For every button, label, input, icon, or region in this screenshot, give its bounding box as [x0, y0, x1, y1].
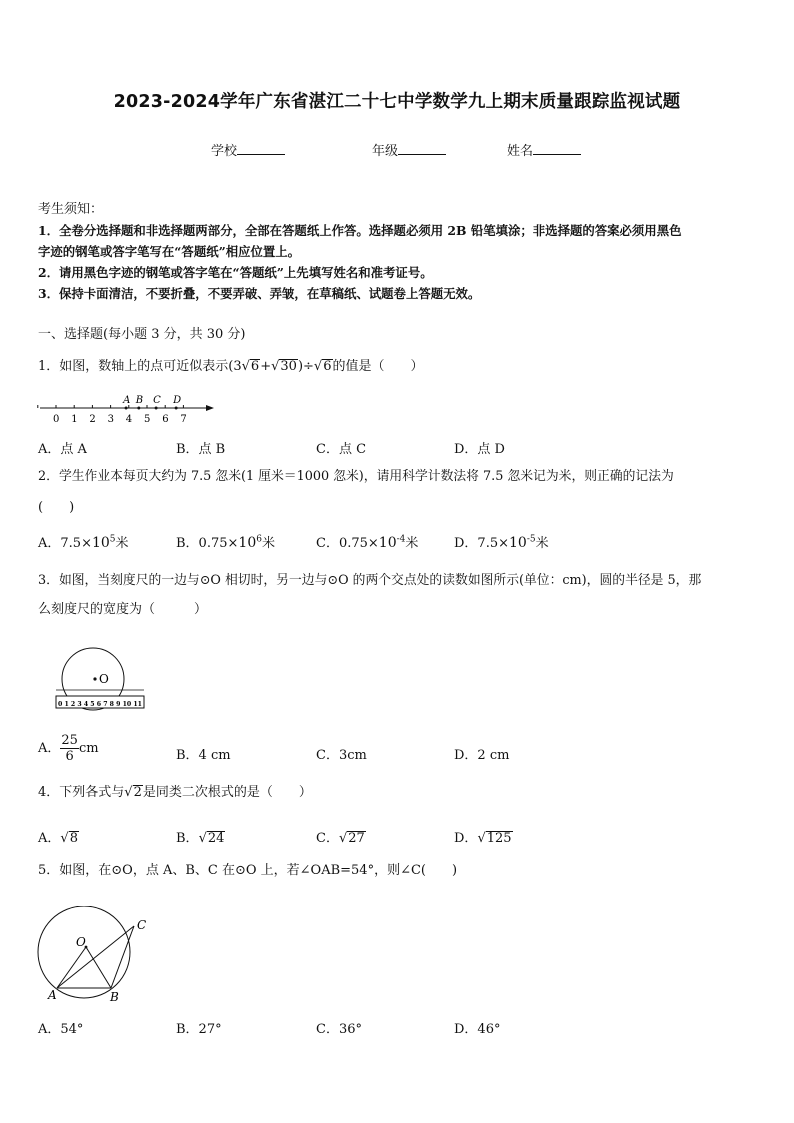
q3-a-label: A． [38, 741, 61, 756]
q1-suffix: 的值是（ ） [332, 359, 424, 374]
q5-option-c[interactable]: C．36° [316, 1022, 362, 1037]
q2-d-base: 10 [509, 535, 527, 551]
number-line-tick-label: 7 [180, 414, 187, 425]
question-2-line-1: 2．学生作业本每页大约为 7.5 忽米(1 厘米＝1000 忽米)，请用科学计数法将 7.5 忽米记为米，则正确的记法为 [38, 469, 674, 484]
notice-item-2: 2．请用黑色字迹的钢笔或答字笔在“答题纸”上先填写姓名和准考证号。 [38, 265, 433, 280]
q2-option-a[interactable] [38, 532, 129, 551]
number-line-tick-label: 1 [71, 414, 78, 425]
q2-option-b[interactable] [176, 532, 275, 551]
number-line-tick-label: 3 [107, 414, 114, 425]
q4-suffix: 是同类二次根式的是（ ） [142, 785, 312, 800]
number-line-point [125, 407, 128, 410]
q1-prefix: 1．如图，数轴上的点可近似表示 [38, 359, 229, 374]
q3-option-c[interactable]: C．3cm [316, 748, 367, 763]
number-line-point-label: C [153, 395, 161, 406]
section-heading: 一、选择题(每小题 3 分，共 30 分) [38, 327, 246, 342]
q5-label-o: O [76, 935, 86, 949]
page-title: 2023-2024学年广东省湛江二十七中学数学九上期末质量跟踪监视试题 [113, 92, 681, 112]
q4-radicand: 2 [133, 785, 142, 800]
q4-c-label: C． [316, 831, 339, 846]
number-line-arrow [206, 405, 214, 411]
name-label: 姓名 [507, 144, 534, 159]
school-label: 学校 [211, 144, 238, 159]
q2-d-label: D．7.5× [454, 536, 509, 551]
q5-segment-ob [86, 947, 111, 988]
q2-a-unit: 米 [115, 536, 129, 551]
q3-option-b[interactable]: B．4 cm [176, 748, 231, 763]
number-line-tick-label: 5 [144, 414, 151, 425]
q4-b-radicand: 24 [207, 831, 225, 846]
number-line-point-label: A [123, 395, 131, 406]
q5-label-b: B [110, 990, 119, 1004]
q2-a-exp: 5 [109, 534, 116, 545]
q4-a-radicand: 8 [69, 831, 78, 846]
q3-option-a[interactable] [38, 733, 99, 764]
q5-label-a: A [48, 988, 57, 1002]
q3-a-numerator: 25 [61, 733, 78, 748]
grade-blank [398, 142, 446, 155]
notice-item-3: 3．保持卡面清洁，不要折叠，不要弄破、弄皱，在草稿纸、试题卷上答题无效。 [38, 286, 481, 301]
q2-d-exp: -5 [526, 534, 536, 545]
q1-radical-2: √30 [271, 359, 297, 374]
q4-option-d[interactable]: D．√125 [454, 831, 512, 846]
notice-item-1a: 1．全卷分选择题和非选择题两部分，全部在答题纸上作答。选择题必须用 2B 铅笔填涂；非选择题的答案必须用黑色 [38, 223, 682, 238]
q1-radicand-3: 6 [323, 359, 332, 374]
q4-d-radicand: 125 [486, 831, 512, 846]
q1-option-c[interactable]: C．点 C [316, 442, 367, 457]
q2-c-label: C．0.75× [316, 536, 379, 551]
q5-option-a[interactable]: A．54° [38, 1022, 84, 1037]
name-blank [533, 142, 581, 155]
q1-radical-1: √6 [241, 359, 260, 374]
question-4 [38, 783, 312, 803]
q4-option-b[interactable]: B．√24 [176, 831, 225, 846]
grade-field [372, 140, 446, 159]
school-field [211, 140, 285, 159]
q3-ruler-scale: 0 1 2 3 4 5 6 7 8 9 10 11 [58, 701, 142, 708]
q2-option-d[interactable] [454, 532, 549, 551]
q1-number-line [36, 392, 220, 426]
question-2-line-2: ( ) [38, 500, 75, 515]
notice-heading: 考生须知： [38, 202, 104, 217]
q2-a-label: A．7.5× [38, 536, 92, 551]
number-line-tick-label: 2 [89, 414, 96, 425]
grade-label: 年级 [372, 144, 399, 159]
number-line-tick-label: 6 [162, 414, 169, 425]
q4-prefix: 4．下列各式与 [38, 785, 125, 800]
q4-option-a[interactable]: A．√8 [38, 831, 78, 846]
question-3-line-1: 3．如图，当刻度尺的一边与⊙O 相切时，另一边与⊙O 的两个交点处的读数如图所示(单位：cm)，圆的半径是 5，那 [38, 573, 702, 588]
question-3-line-2: 么刻度尺的宽度为（ ） [38, 602, 208, 617]
q1-option-d[interactable]: D．点 D [454, 442, 505, 457]
q4-a-label: A． [38, 831, 61, 846]
number-line-tick-label: 0 [53, 414, 60, 425]
number-line-point [175, 407, 178, 410]
q5-figure [30, 906, 160, 1006]
q1-radicand-2: 30 [280, 359, 297, 374]
q1-radicand-1: 6 [250, 359, 260, 374]
q3-a-unit: cm [78, 741, 99, 756]
q2-b-unit: 米 [261, 536, 275, 551]
q3-figure [52, 646, 148, 712]
q1-option-a[interactable]: A．点 A [38, 442, 87, 457]
q2-d-unit: 米 [535, 536, 549, 551]
q3-center-dot [93, 677, 96, 680]
q2-c-unit: 米 [405, 536, 419, 551]
q4-d-label: D． [454, 831, 478, 846]
q1-plus: + [260, 359, 272, 374]
q5-circle [38, 906, 130, 998]
question-1 [38, 357, 424, 377]
q1-expr-open: (3 [228, 359, 242, 374]
q1-option-b[interactable]: B．点 B [176, 442, 226, 457]
school-blank [237, 142, 285, 155]
number-line-point [137, 407, 140, 410]
q1-radical-3: √6 [313, 359, 332, 374]
q3-a-denominator: 6 [65, 749, 74, 764]
q1-expr-close: )÷ [297, 359, 314, 374]
q4-radical: √2 [124, 785, 142, 800]
q5-segment-oa [57, 947, 86, 988]
number-line-point [155, 407, 158, 410]
q3-center-label: O [99, 672, 109, 686]
q4-option-c[interactable]: C．√27 [316, 831, 365, 846]
number-line-tick-label: 4 [125, 414, 133, 425]
q2-c-base: 10 [378, 535, 397, 551]
q2-a-base: 10 [91, 535, 110, 551]
q5-option-d[interactable]: D．46° [454, 1022, 501, 1037]
number-line-point-label: D [173, 395, 182, 406]
q3-option-d[interactable]: D．2 cm [454, 748, 510, 763]
q2-b-exp: 6 [256, 534, 262, 545]
q2-c-exp: -4 [396, 534, 406, 545]
q5-label-c: C [137, 918, 147, 932]
number-line-point-label: B [135, 395, 144, 406]
notice-item-1b: 字迹的钢笔或答字笔写在“答题纸”相应位置上。 [38, 244, 301, 259]
question-5: 5．如图，在⊙O，点 A、B、C 在⊙O 上，若∠OAB=54°，则∠C( ) [38, 863, 458, 878]
q4-c-radicand: 27 [348, 831, 365, 846]
q5-option-b[interactable]: B．27° [176, 1022, 222, 1037]
name-field [507, 140, 581, 159]
q4-b-label: B． [176, 831, 199, 846]
q2-b-base: 10 [238, 535, 257, 551]
q2-option-c[interactable] [316, 532, 418, 551]
q3-a-fraction [60, 733, 79, 764]
q2-b-label: B．0.75× [176, 536, 239, 551]
